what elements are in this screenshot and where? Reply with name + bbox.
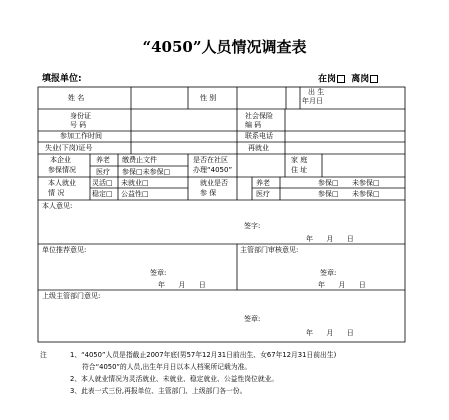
social-security-label-2: 编 码 — [245, 121, 262, 129]
id-card-label-2: 号 码 — [70, 121, 87, 129]
pension-insured-option[interactable]: 参保□ — [318, 179, 339, 187]
dept-date: 年 月 日 — [318, 281, 366, 289]
upper-date: 年 月 日 — [306, 329, 354, 337]
medical-insured-option[interactable]: 参保□ — [318, 190, 339, 198]
employment-label-2: 情 况 — [48, 189, 65, 197]
note-1a: 1、“4050”人员是指截止2007年底(男57年12月31日前出生、女67年12月31日前出生) — [70, 351, 337, 359]
reemployment-label: 再就业 — [248, 144, 269, 152]
self-date: 年 月 日 — [306, 235, 354, 243]
stable-option[interactable]: 稳定□ — [92, 190, 113, 198]
employment-label-1: 本人就业 — [48, 179, 76, 187]
home-label-1: 家 庭 — [291, 156, 308, 164]
self-opinion-label: 本人意见: — [42, 202, 73, 210]
note-3: 3、此表一式三份,再报单位、主管部门、上级部门各一份。 — [70, 387, 247, 395]
insure-state-label: 参保□未参保□ — [122, 168, 171, 176]
not-employed-option[interactable]: 未就业□ — [121, 179, 149, 187]
off-post-checkbox[interactable] — [370, 75, 378, 83]
employed-insured-label-2: 参 保 — [200, 189, 217, 197]
upper-seal-label: 签章: — [244, 315, 261, 323]
dept-opinion-label: 主管部门审核意见: — [240, 246, 299, 254]
pension-not-insured-option[interactable]: 未参保□ — [352, 179, 380, 187]
unit-label: 填报单位: — [42, 74, 82, 84]
dept-seal-label: 签章: — [320, 269, 337, 277]
contact-label: 联系电话 — [245, 132, 273, 140]
note-1b: 符合“4050”的人员,出生年月日以本人档案所记载为准。 — [82, 363, 252, 371]
public-post-option[interactable]: 公益性□ — [121, 190, 149, 198]
unemployment-label: 失业(下岗)证号 — [45, 144, 93, 152]
unit-seal-label: 签章: — [150, 269, 167, 277]
self-sign-label: 签字: — [244, 222, 261, 230]
flexible-option[interactable]: 灵活□ — [92, 179, 113, 187]
in-post-checkbox[interactable] — [337, 75, 345, 83]
id-card-label-1: 身份证 — [70, 112, 91, 120]
community-label-1: 是否在社区 — [193, 156, 228, 164]
work-start-label: 参加工作时间 — [60, 132, 102, 140]
paid-until-label: 缴费止文件 — [122, 156, 157, 164]
medical2-label: 医疗 — [256, 190, 270, 198]
unit-date: 年 月 日 — [158, 281, 206, 289]
pension2-label: 养老 — [256, 179, 270, 187]
medical-label: 医疗 — [96, 168, 110, 176]
name-label: 姓 名 — [68, 94, 85, 102]
pension-label: 养老 — [96, 156, 110, 164]
social-security-label-1: 社会保险 — [245, 112, 273, 120]
upper-opinion-label: 上级主管部门意见: — [42, 292, 101, 300]
off-post-label: 离岗 — [351, 74, 370, 85]
gender-label: 性 别 — [200, 94, 217, 102]
home-label-2: 住 址 — [291, 166, 308, 174]
insured-label-1: 本企业 — [50, 156, 71, 164]
note-2: 2、本人就业情况为灵活就业、未就业、稳定就业、公益性岗位就业。 — [70, 375, 279, 383]
post-status — [318, 75, 378, 85]
page-title: “4050”人员情况调查表 — [142, 38, 307, 56]
in-post-label: 在岗 — [318, 74, 337, 85]
community-label-2: 办理“4050” — [193, 166, 233, 174]
unit-opinion-label: 单位推荐意见: — [42, 246, 87, 254]
employed-insured-label-1: 就业是否 — [200, 179, 228, 187]
notes-label: 注 — [40, 351, 47, 359]
insured-label-2: 参保情况 — [48, 166, 76, 174]
medical-not-insured-option[interactable]: 未参保□ — [352, 190, 380, 198]
